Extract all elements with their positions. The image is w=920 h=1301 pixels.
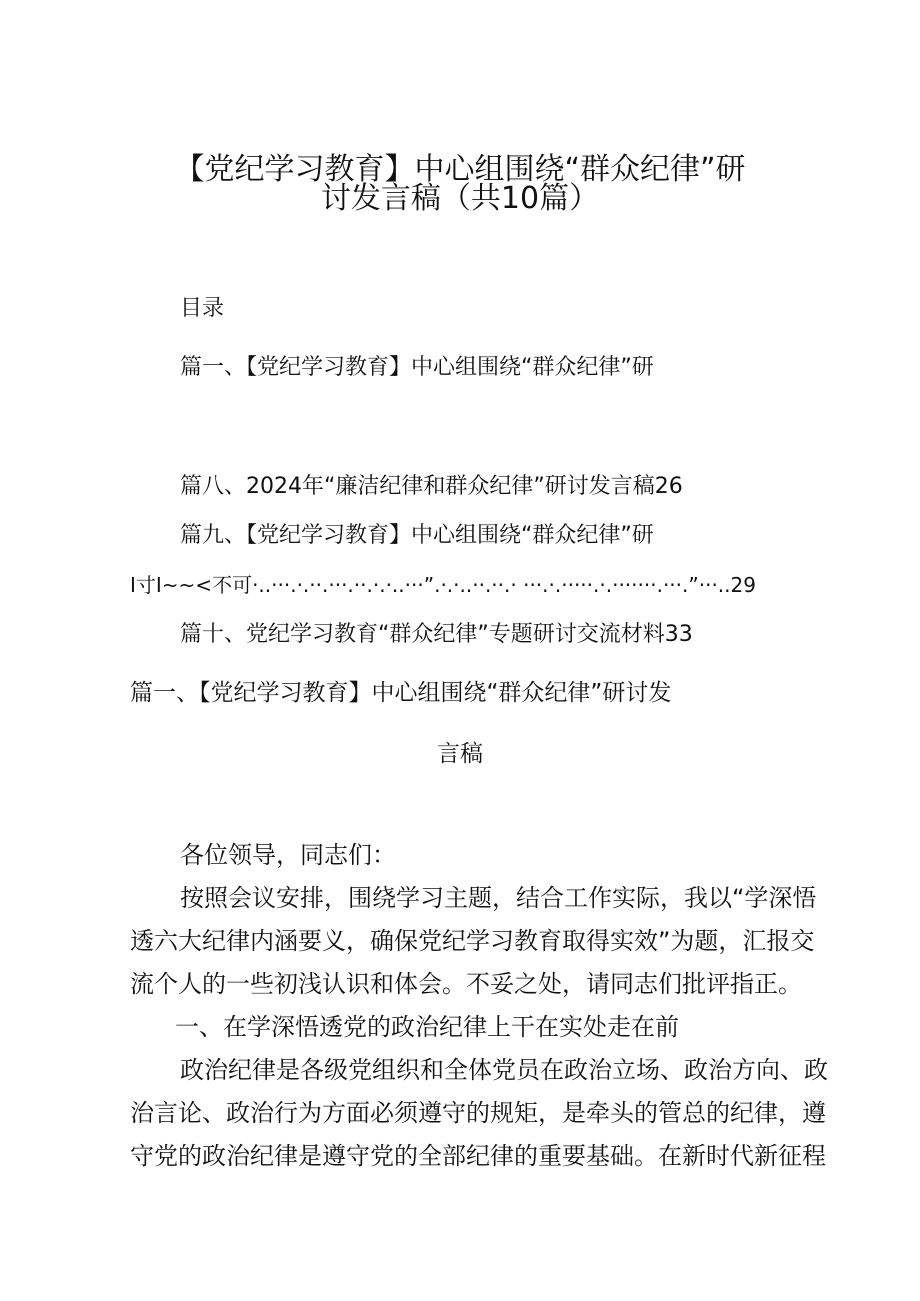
toc-item-9-continuation: I寸I~~<不可·..···.·.··.···.··.·.·..···”.·.·..··.··.· ···.·.·····.·.·······.···.”···..29 xyxy=(130,573,756,597)
section-heading-line-1: 篇一、【党纪学习教育】中心组围绕“群众纪律”研讨发 xyxy=(130,680,672,706)
paragraph-2-line-3: 守党的政治纪律是遵守党的全部纪律的重要基础。在新时代新征程 xyxy=(130,1142,826,1170)
greeting: 各位领导，同志们： xyxy=(180,841,396,869)
toc-item-10: 篇十、党纪学习教育“群众纪律”专题研讨交流材料33 xyxy=(180,622,693,647)
paragraph-2-line-1: 政治纪律是各级党组织和全体党员在政治立场、政治方向、政 xyxy=(180,1056,828,1084)
paragraph-1-line-1: 按照会议安排，围绕学习主题，结合工作实际，我以“学深悟 xyxy=(180,884,817,912)
paragraph-2-line-2: 治言论、政治行为方面必须遵守的规矩，是牵头的管总的纪律，遵 xyxy=(130,1099,826,1127)
toc-label: 目录 xyxy=(180,296,225,321)
paragraph-1-line-2: 透六大纪律内涵要义，确保党纪学习教育取得实效”为题，汇报交 xyxy=(130,927,815,955)
section-heading-line-2: 言稿 xyxy=(437,741,483,767)
paragraph-1-line-3: 流个人的一些初浅认识和体会。不妥之处，请同志们批评指正。 xyxy=(130,970,802,998)
document-title-line-2: 讨发言稿（共10篇） xyxy=(320,181,600,216)
document-title-line-1: 【党纪学习教育】中心组围绕“群众纪律”研 xyxy=(174,152,746,187)
toc-item-9: 篇九、【党纪学习教育】中心组围绕“群众纪律”研 xyxy=(180,523,654,548)
toc-item-8: 篇八、2024年“廉洁纪律和群众纪律”研讨发言稿26 xyxy=(180,474,683,499)
toc-item-1: 篇一、【党纪学习教育】中心组围绕“群众纪律”研 xyxy=(180,355,654,380)
subheading-political-discipline: 一、在学深悟透党的政治纪律上干在实处走在前 xyxy=(175,1013,679,1041)
